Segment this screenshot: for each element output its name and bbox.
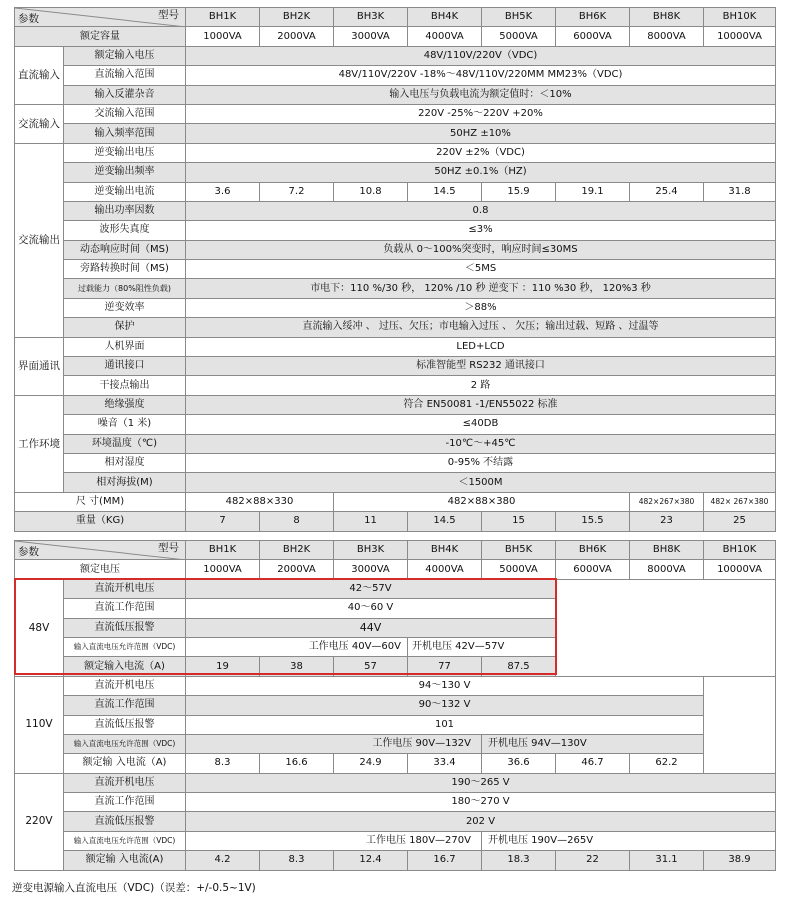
cell: 22 <box>556 851 630 870</box>
header-row <box>15 541 776 560</box>
cell: 220V ±2%（VDC) <box>186 143 776 162</box>
cell: 50HZ ±0.1%（HZ) <box>186 163 776 182</box>
category-ac-output: 交流输出 <box>15 143 64 337</box>
table-row <box>15 66 776 85</box>
cell: 15.5 <box>556 512 630 531</box>
cell: 8.3 <box>186 754 260 773</box>
cell: 10000VA <box>704 560 776 579</box>
table-row <box>15 46 776 65</box>
spec-table-main <box>14 7 776 532</box>
row-label: 逆变输出电压 <box>64 143 186 162</box>
row-label: 直流开机电压 <box>64 579 186 598</box>
table-row <box>15 143 776 162</box>
cell: 57 <box>334 657 408 676</box>
cell: 190～265 V <box>186 773 776 792</box>
param-model-header <box>15 541 186 560</box>
cell: 6000VA <box>556 560 630 579</box>
row-label: 额定输 入电流(A) <box>64 851 186 870</box>
cell: 90～132 V <box>186 696 704 715</box>
table-row <box>15 163 776 182</box>
model-header: BH2K <box>260 541 334 560</box>
row-label: 输入直流电压允许范围（VDC) <box>64 734 186 753</box>
cell: 48V/110V/220V（VDC) <box>186 46 776 65</box>
row-label: 直流开机电压 <box>64 773 186 792</box>
cell: 开机电压 42V—57V <box>408 637 556 656</box>
cell: 5000VA <box>482 27 556 46</box>
param-label: 参数 <box>18 545 39 558</box>
row-label: 波形失真度 <box>64 221 186 240</box>
table-row <box>15 793 776 812</box>
row-label: 输入频率范围 <box>64 124 186 143</box>
model-header: BH5K <box>482 541 556 560</box>
row-label: 逆变输出频率 <box>64 163 186 182</box>
cell: -10℃～+45℃ <box>186 434 776 453</box>
table-row <box>15 754 776 773</box>
model-header: BH6K <box>556 8 630 27</box>
model-header: BH1K <box>186 8 260 27</box>
cell: 44V <box>186 618 556 637</box>
cell: 18.3 <box>482 851 556 870</box>
cell: 4000VA <box>408 560 482 579</box>
model-header: BH8K <box>630 8 704 27</box>
cell: 77 <box>408 657 482 676</box>
table-row <box>15 473 776 492</box>
cell: 16.7 <box>408 851 482 870</box>
cell: 8000VA <box>630 560 704 579</box>
table-row <box>15 696 776 715</box>
row-label: 输入直流电压允许范围（VDC) <box>64 637 186 656</box>
table-row <box>15 85 776 104</box>
table-row <box>15 260 776 279</box>
row-label: 额定输入电压 <box>64 46 186 65</box>
table-row <box>15 715 776 734</box>
table-row <box>15 124 776 143</box>
cell: 24.9 <box>334 754 408 773</box>
cell: 87.5 <box>482 657 556 676</box>
table-row <box>15 812 776 831</box>
cell: 46.7 <box>556 754 630 773</box>
cell: 0-95% 不结露 <box>186 453 776 472</box>
table-row <box>15 318 776 337</box>
cell: 1000VA <box>186 560 260 579</box>
cell: 10000VA <box>704 27 776 46</box>
row-label: 输入直流电压允许范围（VDC) <box>64 831 186 850</box>
header-row <box>15 8 776 27</box>
cell: 19 <box>186 657 260 676</box>
cell: 工作电压 90V—132V <box>186 734 482 753</box>
model-header: BH3K <box>334 8 408 27</box>
cell: 31.1 <box>630 851 704 870</box>
table-row <box>15 298 776 317</box>
model-header: BH2K <box>260 8 334 27</box>
cell: 31.8 <box>704 182 776 201</box>
cell: 开机电压 94V—130V <box>482 734 704 753</box>
cell: 3000VA <box>334 560 408 579</box>
table-row <box>15 357 776 376</box>
cell: ＜1500M <box>186 473 776 492</box>
cell: 48V/110V/220V -18%～48V/110V/220MM MM23%（VDC) <box>186 66 776 85</box>
cell: 38.9 <box>704 851 776 870</box>
cell: 符合 EN50081 -1/EN55022 标准 <box>186 395 776 414</box>
row-label: 通讯接口 <box>64 357 186 376</box>
cell: 62.2 <box>630 754 704 773</box>
row-label: 直流输入范围 <box>64 66 186 85</box>
cell: 负载从 0～100%突变时，响应时间≤30MS <box>186 240 776 259</box>
cell: 5000VA <box>482 560 556 579</box>
cell: ＞88% <box>186 298 776 317</box>
cell: 180～270 V <box>186 793 776 812</box>
model-label: 型号 <box>158 542 179 554</box>
cell: 市电下：110 %/30 秒， 120% /10 秒 逆变下 ：110 %30 秒， 120%3 秒 <box>186 279 776 298</box>
cell: 7.2 <box>260 182 334 201</box>
weight-row <box>15 512 776 531</box>
cell: 标准智能型 RS232 通讯接口 <box>186 357 776 376</box>
row-label: 相对海拔(M) <box>64 473 186 492</box>
table-row <box>15 773 776 792</box>
table-row <box>15 676 776 695</box>
footnote: 逆变电源输入直流电压（VDC)（误差：+/-0.5~1V) <box>12 882 256 894</box>
cell: 482×88×380 <box>334 492 630 511</box>
spec-table-dc-input <box>14 540 776 871</box>
table-row <box>15 831 776 850</box>
cell: LED+LCD <box>186 337 776 356</box>
row-label: 直流低压报警 <box>64 812 186 831</box>
cell: 15 <box>482 512 556 531</box>
table-row <box>15 221 776 240</box>
cell: 482×88×330 <box>186 492 334 511</box>
row-label: 干接点输出 <box>64 376 186 395</box>
cell: 15.9 <box>482 182 556 201</box>
model-header: BH4K <box>408 541 482 560</box>
cell: 0.8 <box>186 201 776 220</box>
cell: 直流输入绥冲 、 过压、欠压；市电输入过压 、 欠压；输出过载、短路 、过温等 <box>186 318 776 337</box>
table-row <box>15 579 776 598</box>
table-row <box>15 279 776 298</box>
table-row <box>15 851 776 870</box>
param-model-header <box>15 8 186 27</box>
empty-cell <box>556 579 776 676</box>
cell: ≤3% <box>186 221 776 240</box>
cell: 1000VA <box>186 27 260 46</box>
cell: 40～60 V <box>186 599 556 618</box>
cell: 3000VA <box>334 27 408 46</box>
cell: 8000VA <box>630 27 704 46</box>
table-row <box>15 395 776 414</box>
capacity-row <box>15 27 776 46</box>
cell: 19.1 <box>556 182 630 201</box>
cell: 2000VA <box>260 27 334 46</box>
cell: 14.5 <box>408 182 482 201</box>
cell: 50HZ ±10% <box>186 124 776 143</box>
row-label: 输入反灌杂音 <box>64 85 186 104</box>
cell: 220V -25%～220V +20% <box>186 104 776 123</box>
cell: ＜5MS <box>186 260 776 279</box>
table-row <box>15 434 776 453</box>
row-label: 绝缘强度 <box>64 395 186 414</box>
table-row <box>15 337 776 356</box>
row-label: 直流开机电压 <box>64 676 186 695</box>
row-label: 输出功率因数 <box>64 201 186 220</box>
category-dc-input: 直流输入 <box>15 46 64 104</box>
cell: 12.4 <box>334 851 408 870</box>
row-label: 直流工作范围 <box>64 696 186 715</box>
table-row <box>15 376 776 395</box>
table-row <box>15 415 776 434</box>
row-label: 逆变效率 <box>64 298 186 317</box>
model-header: BH8K <box>630 541 704 560</box>
row-label: 直流低压报警 <box>64 618 186 637</box>
cell: 25 <box>704 512 776 531</box>
cell: 482×267×380 <box>630 492 704 511</box>
row-label: 额定电压 <box>15 560 186 579</box>
cell: 42～57V <box>186 579 556 598</box>
category-interface: 界面通讯 <box>15 337 64 395</box>
row-label: 额定容量 <box>15 27 186 46</box>
cell: 8.3 <box>260 851 334 870</box>
category-ac-input: 交流输入 <box>15 104 64 143</box>
cell: 482× 267×380 <box>704 492 776 511</box>
param-label: 参数 <box>18 12 39 25</box>
row-label: 旁路转换时间（MS) <box>64 260 186 279</box>
cell: 2 路 <box>186 376 776 395</box>
cell: 23 <box>630 512 704 531</box>
cell: 10.8 <box>334 182 408 201</box>
row-label: 人机界面 <box>64 337 186 356</box>
row-label: 相对湿度 <box>64 453 186 472</box>
model-header: BH4K <box>408 8 482 27</box>
table-row <box>15 182 776 201</box>
model-header: BH1K <box>186 541 260 560</box>
model-label: 型号 <box>158 9 179 21</box>
cell: 94～130 V <box>186 676 704 695</box>
cell: 202 V <box>186 812 776 831</box>
cell: 输入电压与负载电流为额定值时：＜10% <box>186 85 776 104</box>
cell: 11 <box>334 512 408 531</box>
row-label: 交流输入范围 <box>64 104 186 123</box>
table-row <box>15 201 776 220</box>
model-header: BH6K <box>556 541 630 560</box>
row-label: 尺 寸(MM) <box>15 492 186 511</box>
category-220v: 220V <box>15 773 64 870</box>
row-label: 重量（KG) <box>15 512 186 531</box>
cell: 36.6 <box>482 754 556 773</box>
cell: 4000VA <box>408 27 482 46</box>
cell: 14.5 <box>408 512 482 531</box>
cell: 7 <box>186 512 260 531</box>
cell: ≤40DB <box>186 415 776 434</box>
rated-voltage-row <box>15 560 776 579</box>
model-header: BH5K <box>482 8 556 27</box>
table-row <box>15 453 776 472</box>
table-row <box>15 104 776 123</box>
row-label: 动态响应时间（MS) <box>64 240 186 259</box>
category-110v: 110V <box>15 676 64 773</box>
row-label: 过载能力（80%阻性负载) <box>64 279 186 298</box>
size-row <box>15 492 776 511</box>
row-label: 直流工作范围 <box>64 793 186 812</box>
cell: 开机电压 190V—265V <box>482 831 776 850</box>
model-header: BH10K <box>704 541 776 560</box>
cell: 2000VA <box>260 560 334 579</box>
category-environment: 工作环境 <box>15 395 64 492</box>
row-label: 噪音（1 米) <box>64 415 186 434</box>
row-label: 环境温度（℃) <box>64 434 186 453</box>
model-header: BH3K <box>334 541 408 560</box>
cell: 33.4 <box>408 754 482 773</box>
row-label: 逆变输出电流 <box>64 182 186 201</box>
model-header: BH10K <box>704 8 776 27</box>
table-row <box>15 734 776 753</box>
row-label: 额定输入电流（A) <box>64 657 186 676</box>
cell: 8 <box>260 512 334 531</box>
row-label: 直流低压报警 <box>64 715 186 734</box>
cell: 6000VA <box>556 27 630 46</box>
table-row <box>15 240 776 259</box>
row-label: 直流工作范围 <box>64 599 186 618</box>
row-label: 额定输 入电流（A) <box>64 754 186 773</box>
category-48v: 48V <box>15 579 64 676</box>
cell: 16.6 <box>260 754 334 773</box>
cell: 工作电压 40V—60V <box>186 637 408 656</box>
empty-cell <box>704 676 776 773</box>
cell: 25.4 <box>630 182 704 201</box>
row-label: 保护 <box>64 318 186 337</box>
cell: 4.2 <box>186 851 260 870</box>
cell: 101 <box>186 715 704 734</box>
cell: 38 <box>260 657 334 676</box>
cell: 3.6 <box>186 182 260 201</box>
cell: 工作电压 180V—270V <box>186 831 482 850</box>
